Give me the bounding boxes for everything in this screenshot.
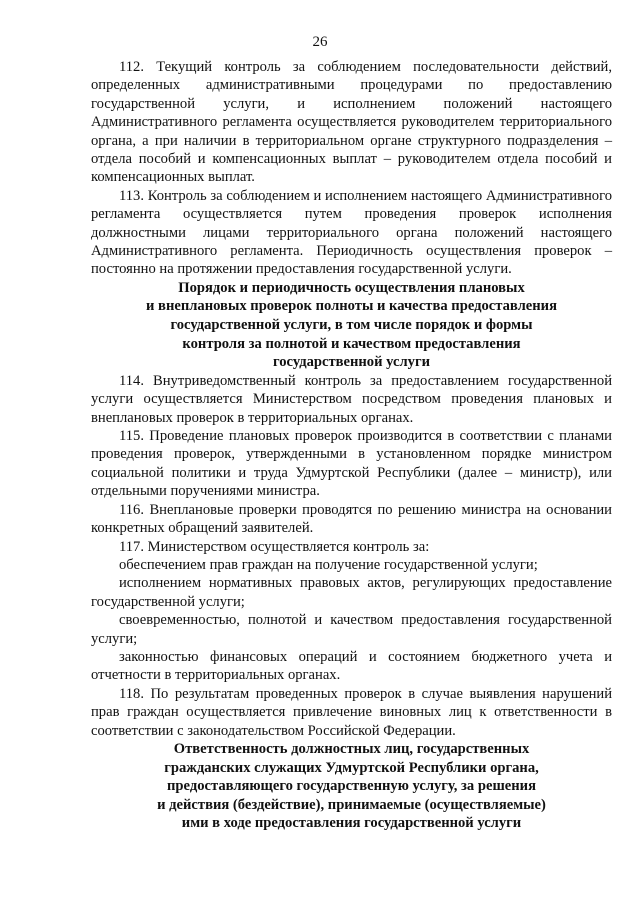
heading-line: и внеплановых проверок полноты и качества предоставления bbox=[146, 298, 557, 315]
page-number: 26 bbox=[312, 34, 328, 50]
heading-line: контроля за полнотой и качеством предоставления bbox=[182, 335, 521, 352]
paragraph-118: 118. По результатам проведенных проверок в случае выявления нарушений прав граждан осуществляется привлечение виновных лиц к ответственности в соответствии с законодательством Российской Федерации. bbox=[91, 685, 612, 739]
paragraph-116: 116. Внеплановые проверки проводятся по решению министра на основании конкретных обращений заявителей. bbox=[91, 501, 612, 537]
section-heading-inspections bbox=[91, 279, 612, 372]
section-heading-responsibility bbox=[91, 740, 612, 833]
control-item: обеспечением прав граждан на получение государственной услуги; bbox=[119, 556, 538, 573]
paragraph-113: 113. Контроль за соблюдением и исполнением настоящего Административного регламента осуществляется путем проведения проверок исполнения должностными лицами территориального органа положений настоящего Административного регламента. Периодичность осуществления проверок – постоянно на протяжении предоставления государственной услуги. bbox=[91, 187, 612, 278]
heading-line: и действия (бездействие), принимаемые (осуществляемые) bbox=[157, 796, 546, 813]
paragraph-114: 114. Внутриведомственный контроль за предоставлением государственной услуги осуществляется Министерством посредством проведения плановых и внеплановых проверок в территориальных органах. bbox=[91, 372, 612, 426]
control-item: исполнением нормативных правовых актов, регулирующих предоставление государственной услуги; bbox=[91, 575, 612, 610]
heading-line: предоставляющего государственную услугу, за решения bbox=[167, 778, 536, 795]
document-body bbox=[91, 58, 612, 833]
heading-line: государственной услуги bbox=[272, 354, 431, 371]
control-item: законностью финансовых операций и состоянием бюджетного учета и отчетности в территориальных органах. bbox=[91, 648, 612, 684]
heading-line: государственной услуги, в том числе порядок и формы bbox=[170, 317, 533, 334]
heading-line: Порядок и периодичность осуществления плановых bbox=[178, 279, 525, 296]
heading-line: Ответственность должностных лиц, государственных bbox=[173, 740, 530, 757]
heading-line: гражданских служащих Удмуртской Республики органа, bbox=[164, 759, 539, 776]
paragraph-115: 115. Проведение плановых проверок производится в соответствии с планами проведения проверок, утвержденными в установленном порядке министром социальной политики и труда Удмуртской Республики (далее – министр), или отдельными поручениями министра. bbox=[91, 428, 612, 500]
paragraph-117: 117. Министерством осуществляется контроль за: bbox=[119, 538, 430, 555]
control-item: своевременностью, полнотой и качеством предоставления государственной услуги; bbox=[91, 612, 612, 647]
heading-line: ими в ходе предоставления государственной услуги bbox=[181, 815, 522, 832]
paragraph-112: 112. Текущий контроль за соблюдением последовательности действий, определенных административными процедурами по предоставлению государственной услуги, и исполнением положений настоящего Административного регламента осуществляется руководителем территориального органа, а при наличии в территориальном органе структурного подразделения – отдела пособий и компенсационных выплат – руководителем отдела пособий и компенсационных выплат. bbox=[91, 59, 612, 186]
